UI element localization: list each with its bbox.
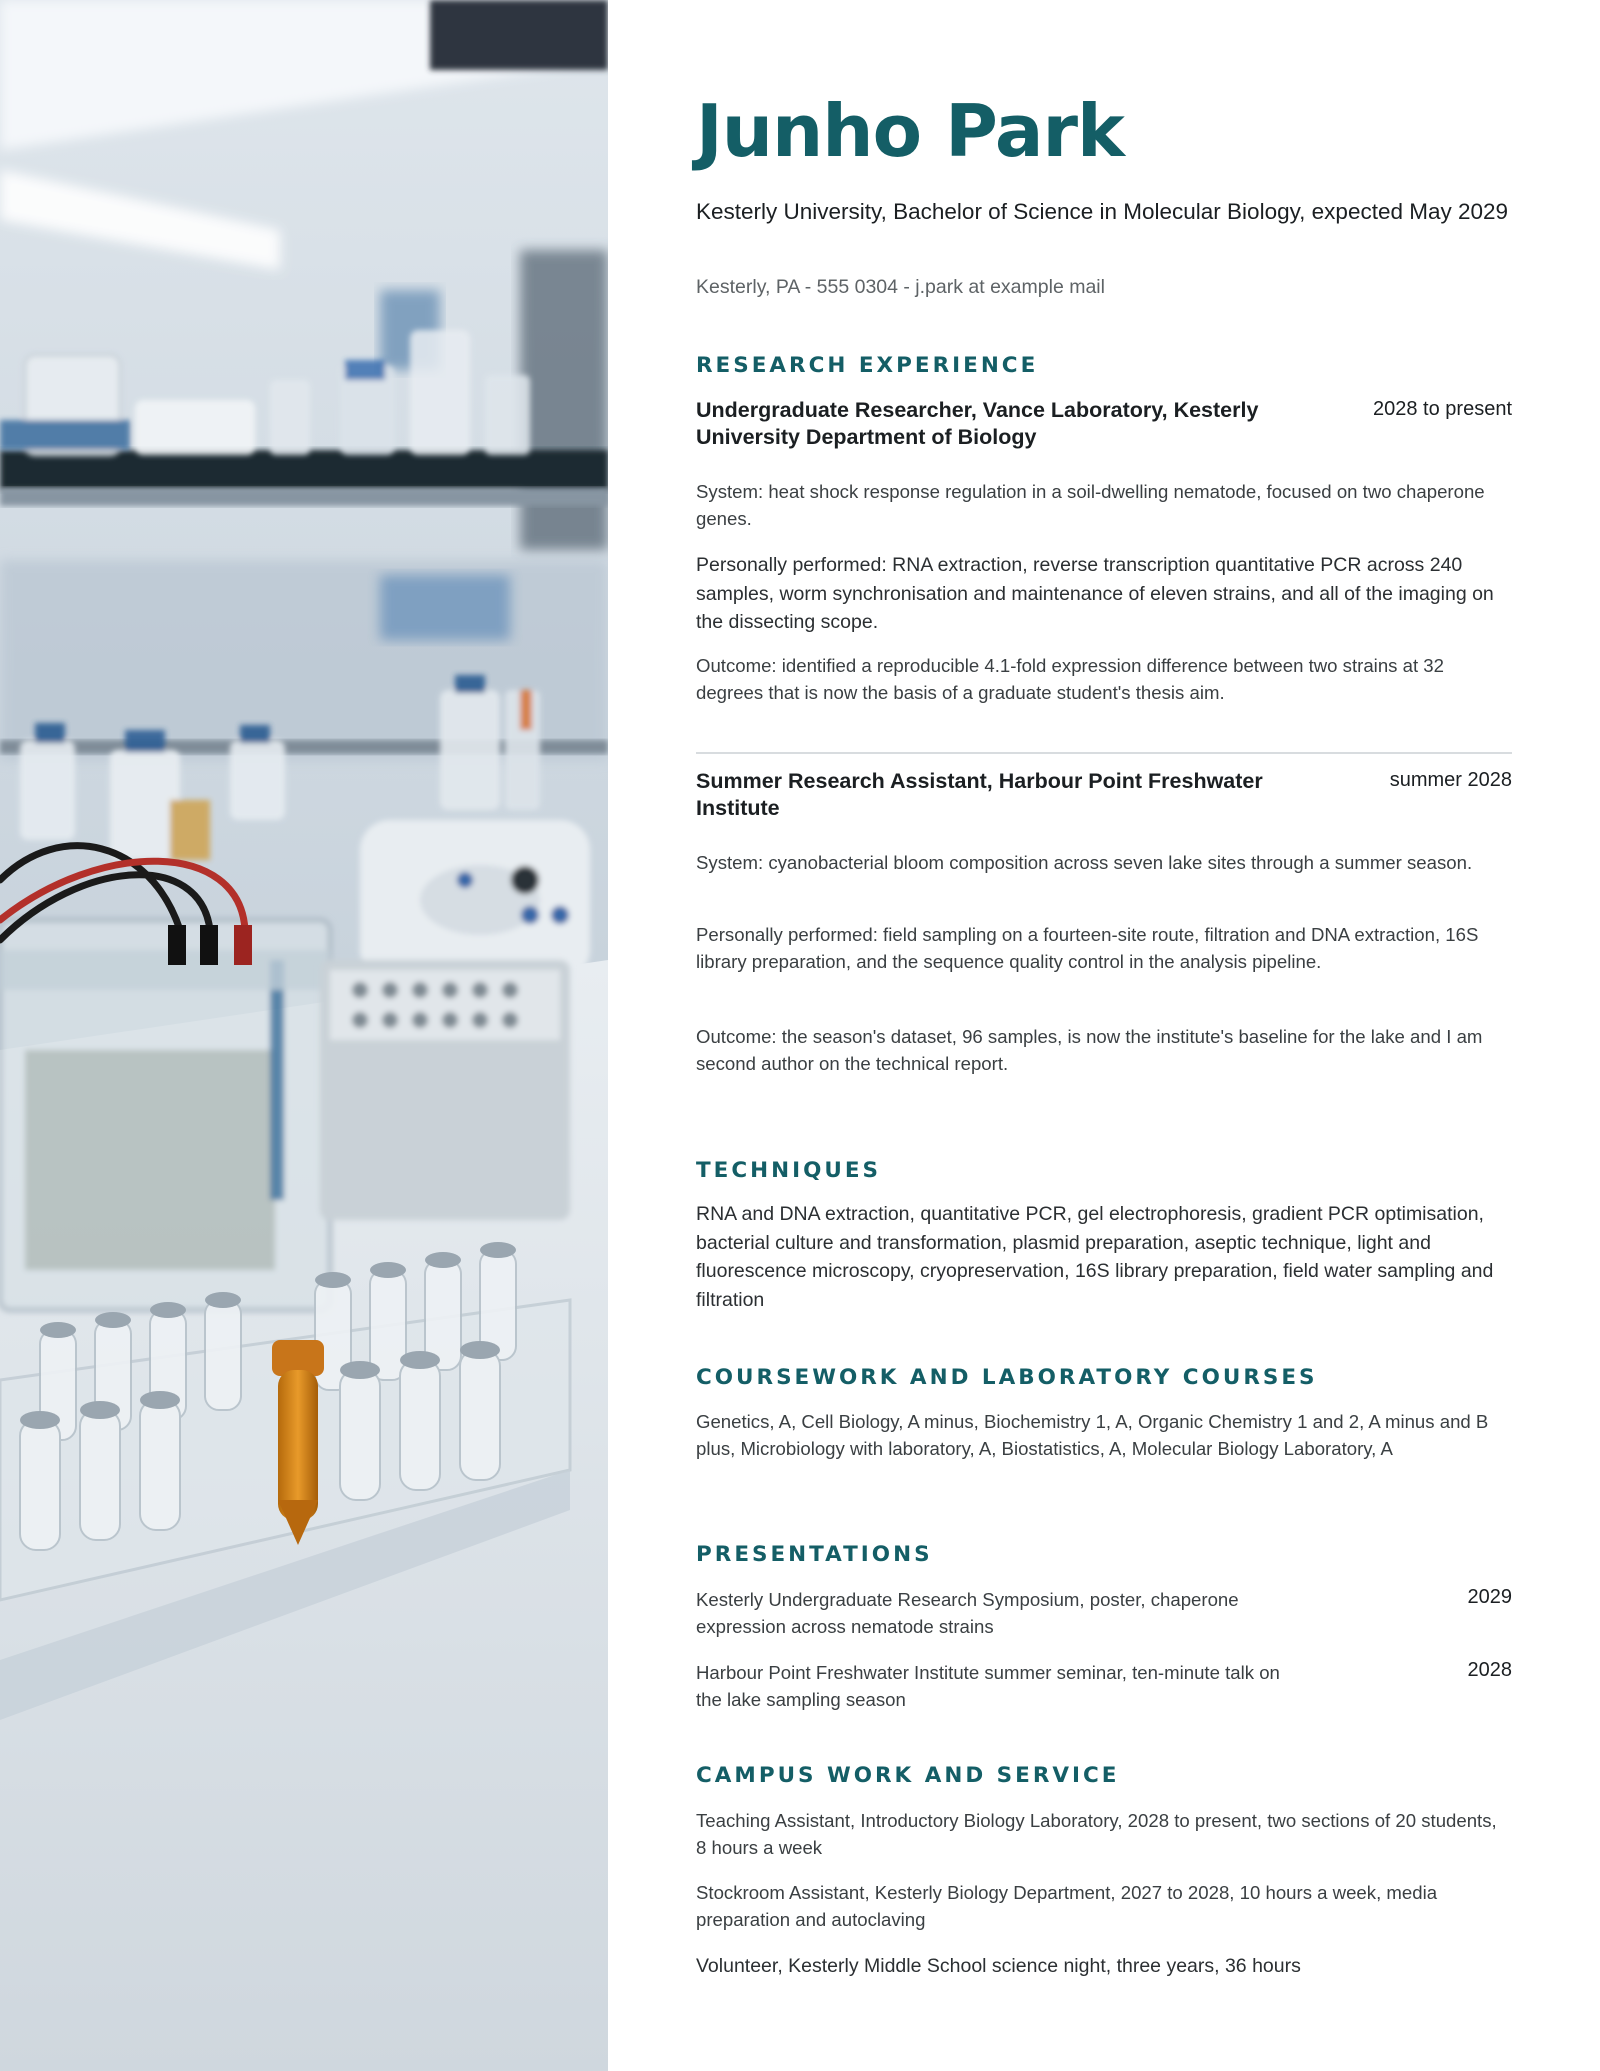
presentation-item: Kesterly Undergraduate Research Symposium, poster, chaperone expression across nematode strains xyxy=(696,1589,1239,1637)
techniques-text: RNA and DNA extraction, quantitative PCR, gel electrophoresis, gradient PCR optimisation, bacterial culture and transformation, plasmid preparation, aseptic technique, light and fluorescence microscopy, cryopreservation, 16S library preparation, field water sampling and filtration xyxy=(696,1203,1494,1311)
job-title: Undergraduate Researcher, Vance Laboratory, Kesterly University Department of Biology xyxy=(696,398,1259,449)
research-experience-heading: RESEARCH EXPERIENCE xyxy=(696,353,1039,378)
service-item: Teaching Assistant, Introductory Biology Laboratory, 2028 to present, two sections of 20 students, 8 hours a week xyxy=(696,1810,1497,1858)
presentation-year: 2029 xyxy=(1467,1586,1512,1608)
job-system: System: cyanobacterial bloom composition across seven lake sites through a summer season. xyxy=(696,852,1473,873)
section-divider xyxy=(696,752,1512,754)
campus-work-heading: CAMPUS WORK AND SERVICE xyxy=(696,1763,1120,1788)
job-outcome: Outcome: the season's dataset, 96 samples, is now the institute's baseline for the lake and I am second author on the technical report. xyxy=(696,1026,1483,1074)
presentations-heading: PRESENTATIONS xyxy=(696,1542,933,1567)
presentation-item: Harbour Point Freshwater Institute summer seminar, ten-minute talk on the lake sampling season xyxy=(696,1662,1280,1710)
job-performed: Personally performed: RNA extraction, reverse transcription quantitative PCR across 240 samples, worm synchronisation and maintenance of eleven strains, and all of the imaging on the dissecting scope. xyxy=(696,554,1494,633)
coursework-text: Genetics, A, Cell Biology, A minus, Biochemistry 1, A, Organic Chemistry 1 and 2, A minus and B plus, Microbiology with laboratory, A, Biostatistics, A, Molecular Biology Laboratory, A xyxy=(696,1411,1489,1459)
techniques-heading: TECHNIQUES xyxy=(696,1158,882,1183)
contact-line: Kesterly, PA - 555 0304 - j.park at example mail xyxy=(696,276,1105,298)
job-outcome: Outcome: identified a reproducible 4.1-fold expression difference between two strains at 32 degrees that is now the basis of a graduate student's thesis aim. xyxy=(696,655,1444,703)
job-date: 2028 to present xyxy=(1373,398,1512,420)
job-title: Summer Research Assistant, Harbour Point Freshwater Institute xyxy=(696,769,1263,820)
lab-photo xyxy=(0,0,608,2071)
candidate-name: Junho Park xyxy=(696,89,1124,173)
coursework-heading: COURSEWORK AND LABORATORY COURSES xyxy=(696,1365,1318,1390)
lab-photo-illustration xyxy=(0,0,608,2071)
job-system: System: heat shock response regulation in a soil-dwelling nematode, focused on two chaperone genes. xyxy=(696,481,1485,529)
job-date: summer 2028 xyxy=(1389,769,1512,791)
degree-line: Kesterly University, Bachelor of Science in Molecular Biology, expected May 2029 xyxy=(696,199,1509,224)
presentation-year: 2028 xyxy=(1467,1659,1512,1681)
job-performed: Personally performed: field sampling on a fourteen-site route, filtration and DNA extraction, 16S library preparation, and the sequence quality control in the analysis pipeline. xyxy=(696,924,1479,972)
service-item: Volunteer, Kesterly Middle School science night, three years, 36 hours xyxy=(696,1955,1301,1977)
service-item: Stockroom Assistant, Kesterly Biology Department, 2027 to 2028, 10 hours a week, media preparation and autoclaving xyxy=(696,1882,1438,1930)
